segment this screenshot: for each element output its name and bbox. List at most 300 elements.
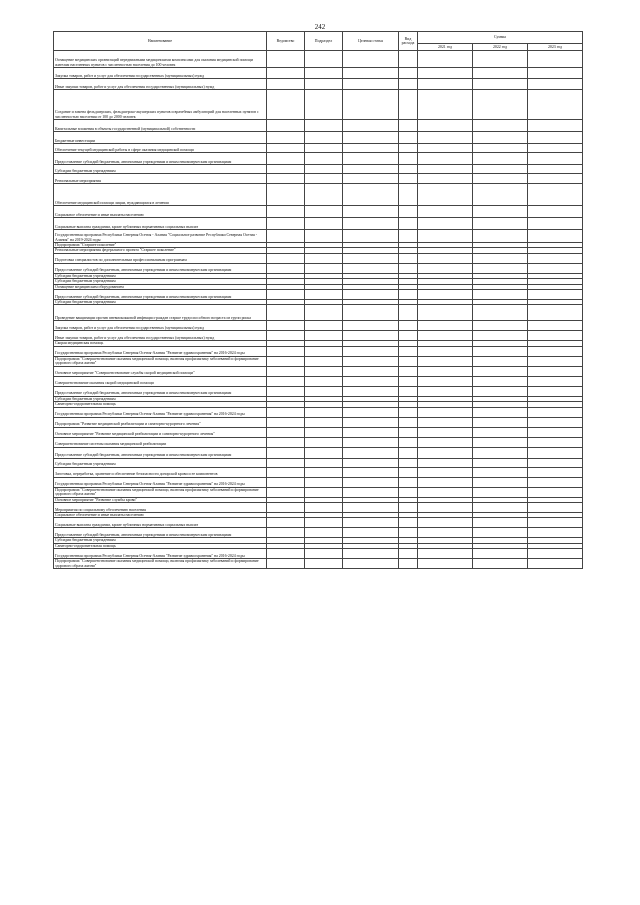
row-expense-cell [399,503,418,513]
row-2021-cell [418,549,473,559]
row-ministry-cell [267,321,305,331]
row-2021-cell [418,305,473,321]
row-target-cell [343,528,399,538]
row-2023-cell [528,206,583,218]
row-section-cell [305,528,343,538]
row-section-cell [305,305,343,321]
row-target-cell [343,427,399,437]
row-ministry-cell [267,90,305,120]
row-2023-cell [528,417,583,427]
row-expense-cell [399,184,418,206]
table-row [54,218,583,230]
row-target-cell [343,51,399,68]
row-section-cell [305,290,343,300]
row-name-cell: Субсидии бюджетным учреждениям [54,538,267,543]
row-2023-cell [528,331,583,341]
row-2021-cell [418,144,473,153]
row-ministry-cell [267,68,305,79]
table-row [54,253,583,263]
row-2021-cell [418,206,473,218]
row-section-cell [305,346,343,356]
row-target-cell [343,366,399,376]
row-name-cell: Совершенствование оказания скорой медицинской помощи [54,376,267,386]
header-target: Целевая статья [343,32,399,51]
row-2022-cell [473,437,528,447]
row-section-cell [305,331,343,341]
row-2023-cell [528,218,583,230]
row-ministry-cell [267,253,305,263]
row-ministry-cell [267,518,305,528]
row-2022-cell [473,356,528,366]
row-target-cell [343,90,399,120]
row-2023-cell [528,458,583,467]
row-name-cell: Субсидии бюджетным учреждениям [54,273,267,278]
row-section-cell [305,206,343,218]
row-ministry-cell [267,407,305,417]
row-expense-cell [399,437,418,447]
row-2022-cell [473,467,528,477]
row-2021-cell [418,79,473,90]
row-name-cell: Иные закупки товаров, работ и услуг для обеспечения государственных (муниципальных) нужд [54,79,267,90]
table-row [54,165,583,174]
row-2021-cell [418,321,473,331]
table-row [54,321,583,331]
row-2022-cell [473,477,528,487]
row-target-cell [343,290,399,300]
header-2023: 2023 год [528,44,583,51]
table-row [54,417,583,427]
row-name-cell: Социальные выплаты гражданам, кроме публичных нормативных социальных выплат [54,518,267,528]
table-row [54,331,583,341]
row-2022-cell [473,427,528,437]
table-row [54,467,583,477]
row-expense-cell [399,528,418,538]
row-target-cell [343,356,399,366]
row-ministry-cell [267,174,305,184]
row-section-cell [305,376,343,386]
row-section-cell [305,253,343,263]
header-2021: 2021 год [418,44,473,51]
row-name-cell: Бюджетные инвестиции [54,132,267,144]
row-ministry-cell [267,503,305,513]
row-name-cell: Государственная программа Республики Северная Осетия-Алания "Развитие здравоохранения" на 2016-2024 годы [54,407,267,417]
table-row [54,305,583,321]
row-name-cell: Основное мероприятие "Совершенствование службы скорой медицинской помощи" [54,366,267,376]
row-2022-cell [473,120,528,132]
row-2022-cell [473,458,528,467]
row-2021-cell [418,174,473,184]
row-expense-cell [399,376,418,386]
row-2023-cell [528,321,583,331]
row-2022-cell [473,407,528,417]
row-section-cell [305,356,343,366]
row-section-cell [305,366,343,376]
table-row [54,132,583,144]
row-2022-cell [473,68,528,79]
row-expense-cell [399,144,418,153]
table-row [54,559,583,569]
row-2021-cell [418,528,473,538]
row-2023-cell [528,407,583,417]
row-name-cell: Оснащение медицинских организаций передвижными медицинскими комплексами для оказания медицинской помощи жителям населенных пунктов с численностью населения до 100 человек [54,51,267,68]
row-section-cell [305,559,343,569]
row-name-cell: Обеспечение текущей медицинской работы в сфере оказания медицинской помощи [54,144,267,153]
row-2021-cell [418,90,473,120]
row-target-cell [343,144,399,153]
row-section-cell [305,467,343,477]
row-name-cell: Оснащение медицинским оборудованием [54,284,267,289]
row-name-cell: Проведение вакцинации против пневмококковой инфекции граждан старше трудоспособного возраста из групп риска [54,305,267,321]
table-row [54,144,583,153]
row-expense-cell [399,153,418,165]
row-name-cell: Предоставление субсидий бюджетным, автономным учреждениям и иным некоммерческим организациям [54,386,267,396]
row-target-cell [343,153,399,165]
row-expense-cell [399,458,418,467]
row-2021-cell [418,437,473,447]
row-2022-cell [473,447,528,458]
row-name-cell: Социальное обеспечение и иные выплаты населению [54,206,267,218]
row-section-cell [305,437,343,447]
row-2023-cell [528,447,583,458]
row-ministry-cell [267,447,305,458]
table-row [54,376,583,386]
row-2022-cell [473,376,528,386]
row-2022-cell [473,263,528,273]
row-ministry-cell [267,477,305,487]
row-ministry-cell [267,331,305,341]
row-2023-cell [528,144,583,153]
row-name-cell: Капитальные вложения в объекты государственной (муниципальной) собственности [54,120,267,132]
row-expense-cell [399,120,418,132]
row-name-cell: Основное мероприятие "Развитие медицинской реабилитации и санаторно-курортного лечения" [54,427,267,437]
row-target-cell [343,407,399,417]
row-target-cell [343,386,399,396]
row-2023-cell [528,132,583,144]
table-row [54,263,583,273]
row-ministry-cell [267,559,305,569]
table-row [54,503,583,513]
row-expense-cell [399,218,418,230]
row-expense-cell [399,417,418,427]
row-expense-cell [399,206,418,218]
row-2021-cell [418,184,473,206]
row-2022-cell [473,417,528,427]
table-row [54,120,583,132]
row-name-cell: Создание и замена фельдшерских, фельдшерско-акушерских пунктов и врачебных амбулаторий для населенных пунктов с численностью населения от 100 до 2000 человек [54,90,267,120]
row-name-cell: Иные закупки товаров, работ и услуг для обеспечения государственных (муниципальных) нужд [54,331,267,341]
row-2021-cell [418,165,473,174]
row-section-cell [305,184,343,206]
row-2021-cell [418,68,473,79]
row-expense-cell [399,68,418,79]
row-2022-cell [473,366,528,376]
row-2022-cell [473,518,528,528]
row-ministry-cell [267,366,305,376]
row-section-cell [305,447,343,458]
row-name-cell: Подпрограмма "Совершенствование оказания медицинской помощи, включая профилактику заболеваний и формирование здорового образа жизни" [54,356,267,366]
row-2023-cell [528,356,583,366]
row-target-cell [343,230,399,243]
row-2022-cell [473,559,528,569]
row-2022-cell [473,487,528,497]
row-target-cell [343,447,399,458]
row-2022-cell [473,90,528,120]
row-target-cell [343,305,399,321]
row-ministry-cell [267,184,305,206]
row-name-cell: Подпрограмма "Совершенствование оказания медицинской помощи, включая профилактику заболеваний и формирование здорового образа жизни" [54,559,267,569]
row-2023-cell [528,90,583,120]
row-target-cell [343,206,399,218]
row-section-cell [305,68,343,79]
row-2022-cell [473,132,528,144]
row-2023-cell [528,79,583,90]
table-row [54,549,583,559]
row-2023-cell [528,366,583,376]
table-row [54,68,583,79]
row-2023-cell [528,386,583,396]
row-target-cell [343,467,399,477]
row-2022-cell [473,503,528,513]
row-expense-cell [399,174,418,184]
row-section-cell [305,153,343,165]
row-target-cell [343,549,399,559]
row-2021-cell [418,120,473,132]
table-row [54,447,583,458]
row-ministry-cell [267,153,305,165]
row-2023-cell [528,68,583,79]
row-2021-cell [418,346,473,356]
row-2021-cell [418,366,473,376]
row-section-cell [305,263,343,273]
row-section-cell [305,458,343,467]
table-row [54,79,583,90]
row-2021-cell [418,356,473,366]
row-section-cell [305,132,343,144]
row-ministry-cell [267,467,305,477]
row-2023-cell [528,230,583,243]
row-name-cell: Государственная программа Республики Северная Осетия-Алания "Развитие здравоохранения" на 2016-2024 годы [54,477,267,487]
row-2021-cell [418,477,473,487]
row-name-cell: Государственная программа Республики Северная Осетия-Алания "Развитие здравоохранения" на 2016-2024 годы [54,549,267,559]
row-name-cell: Предоставление субсидий бюджетным, автономным учреждениям и иным некоммерческим организациям [54,290,267,300]
row-target-cell [343,79,399,90]
row-2021-cell [418,331,473,341]
row-expense-cell [399,356,418,366]
row-2023-cell [528,503,583,513]
row-2022-cell [473,528,528,538]
row-name-cell: Санаторно-оздоровительная помощь [54,402,267,407]
row-target-cell [343,518,399,528]
row-target-cell [343,458,399,467]
row-target-cell [343,321,399,331]
row-target-cell [343,331,399,341]
row-name-cell: Предоставление субсидий бюджетным, автономным учреждениям и иным некоммерческим организациям [54,447,267,458]
row-2023-cell [528,549,583,559]
table-row [54,290,583,300]
row-expense-cell [399,447,418,458]
header-name: Наименование [54,32,267,51]
row-target-cell [343,503,399,513]
row-target-cell [343,253,399,263]
row-2022-cell [473,305,528,321]
page-number: 242 [314,23,326,31]
row-ministry-cell [267,305,305,321]
row-expense-cell [399,253,418,263]
row-name-cell: Субсидии бюджетным учреждениям [54,279,267,284]
table-row [54,174,583,184]
row-2021-cell [418,51,473,68]
row-ministry-cell [267,528,305,538]
row-2023-cell [528,174,583,184]
row-2023-cell [528,305,583,321]
row-2022-cell [473,386,528,396]
row-section-cell [305,518,343,528]
row-2023-cell [528,528,583,538]
table-row [54,90,583,120]
row-2022-cell [473,253,528,263]
row-expense-cell [399,132,418,144]
row-2022-cell [473,51,528,68]
row-name-cell: Предоставление субсидий бюджетным, автономным учреждениям и иным некоммерческим организациям [54,263,267,273]
row-2023-cell [528,477,583,487]
header-sums: Суммы [418,32,583,44]
row-2022-cell [473,549,528,559]
row-2023-cell [528,51,583,68]
row-2021-cell [418,458,473,467]
budget-table-container [53,31,582,569]
row-name-cell: Заготовка, переработка, хранение и обеспечение безопасности донорской крови и ее компонентов [54,467,267,477]
row-name-cell: Подпрограмма "Развитие медицинской реабилитации и санаторно-курортного лечения" [54,417,267,427]
row-ministry-cell [267,206,305,218]
row-2022-cell [473,321,528,331]
table-row [54,346,583,356]
row-expense-cell [399,559,418,569]
row-target-cell [343,477,399,487]
row-target-cell [343,165,399,174]
row-target-cell [343,174,399,184]
row-expense-cell [399,90,418,120]
row-target-cell [343,218,399,230]
row-name-cell: Региональные мероприятия федерального проекта "Старшее поколение" [54,248,267,253]
row-name-cell: Обеспечение медицинской помощи лицам, нуждающимся в лечении [54,184,267,206]
row-name-cell: Субсидии бюджетным учреждениям [54,300,267,305]
row-section-cell [305,321,343,331]
row-2022-cell [473,174,528,184]
row-2023-cell [528,253,583,263]
row-2023-cell [528,184,583,206]
header-2022: 2022 год [473,44,528,51]
row-ministry-cell [267,458,305,467]
table-row [54,366,583,376]
row-expense-cell [399,407,418,417]
table-row [54,458,583,467]
row-section-cell [305,427,343,437]
row-name-cell: Мероприятия по социальному обеспечению населения [54,503,267,513]
row-target-cell [343,437,399,447]
row-2022-cell [473,79,528,90]
row-ministry-cell [267,346,305,356]
row-2021-cell [418,467,473,477]
table-row [54,206,583,218]
row-2022-cell [473,184,528,206]
row-2021-cell [418,427,473,437]
row-expense-cell [399,549,418,559]
row-name-cell: Предоставление субсидий бюджетным, автономным учреждениям и иным некоммерческим организациям [54,528,267,538]
row-ministry-cell [267,132,305,144]
row-2022-cell [473,144,528,153]
row-target-cell [343,559,399,569]
row-2021-cell [418,559,473,569]
row-name-cell: Подготовка специалистов по дополнительным профессиональным программам [54,253,267,263]
row-2021-cell [418,290,473,300]
row-name-cell: Подпрограмма "Старшее поколение" [54,243,267,248]
row-2023-cell [528,165,583,174]
row-expense-cell [399,427,418,437]
row-ministry-cell [267,165,305,174]
row-target-cell [343,68,399,79]
row-ministry-cell [267,549,305,559]
row-name-cell: Социальные выплаты гражданам, кроме публичных нормативных социальных выплат [54,218,267,230]
row-2023-cell [528,153,583,165]
row-2022-cell [473,165,528,174]
row-2023-cell [528,467,583,477]
row-section-cell [305,51,343,68]
row-name-cell: Закупка товаров, работ и услуг для обеспечения государственных (муниципальных) нужд [54,68,267,79]
row-2023-cell [528,427,583,437]
row-expense-cell [399,290,418,300]
row-name-cell: Государственная программа Республики Северная Осетия - Алания "Социальное развитие Республики Северная Осетия - Алания" на 2019-2024 годы [54,230,267,243]
row-section-cell [305,79,343,90]
row-ministry-cell [267,376,305,386]
row-ministry-cell [267,218,305,230]
row-target-cell [343,346,399,356]
row-name-cell: Санаторно-оздоровительная помощь [54,543,267,548]
row-target-cell [343,417,399,427]
row-2023-cell [528,263,583,273]
row-section-cell [305,218,343,230]
row-2022-cell [473,206,528,218]
row-ministry-cell [267,79,305,90]
row-expense-cell [399,331,418,341]
row-2023-cell [528,290,583,300]
row-2021-cell [418,407,473,417]
row-section-cell [305,503,343,513]
row-ministry-cell [267,487,305,497]
row-expense-cell [399,518,418,528]
row-expense-cell [399,321,418,331]
row-2021-cell [418,376,473,386]
row-name-cell: Закупка товаров, работ и услуг для обеспечения государственных (муниципальных) нужд [54,321,267,331]
row-target-cell [343,263,399,273]
row-expense-cell [399,477,418,487]
table-row [54,477,583,487]
row-section-cell [305,90,343,120]
row-name-cell: Скорая медицинская помощь [54,341,267,346]
row-name-cell: Предоставление субсидий бюджетным, автономным учреждениям и иным некоммерческим организациям [54,153,267,165]
row-name-cell: Государственная программа Республики Северная Осетия-Алания "Развитие здравоохранения" на 2016-2024 годы [54,346,267,356]
row-2022-cell [473,331,528,341]
table-row [54,407,583,417]
row-name-cell: Основное мероприятие "Развитие службы крови" [54,497,267,502]
row-expense-cell [399,467,418,477]
row-expense-cell [399,230,418,243]
row-name-cell: Субсидии бюджетным учреждениям [54,458,267,467]
row-expense-cell [399,346,418,356]
row-ministry-cell [267,386,305,396]
row-ministry-cell [267,290,305,300]
row-2023-cell [528,437,583,447]
row-name-cell: Подпрограмма "Совершенствование оказания медицинской помощи, включая профилактику заболеваний и формирование здорового образа жизни" [54,487,267,497]
